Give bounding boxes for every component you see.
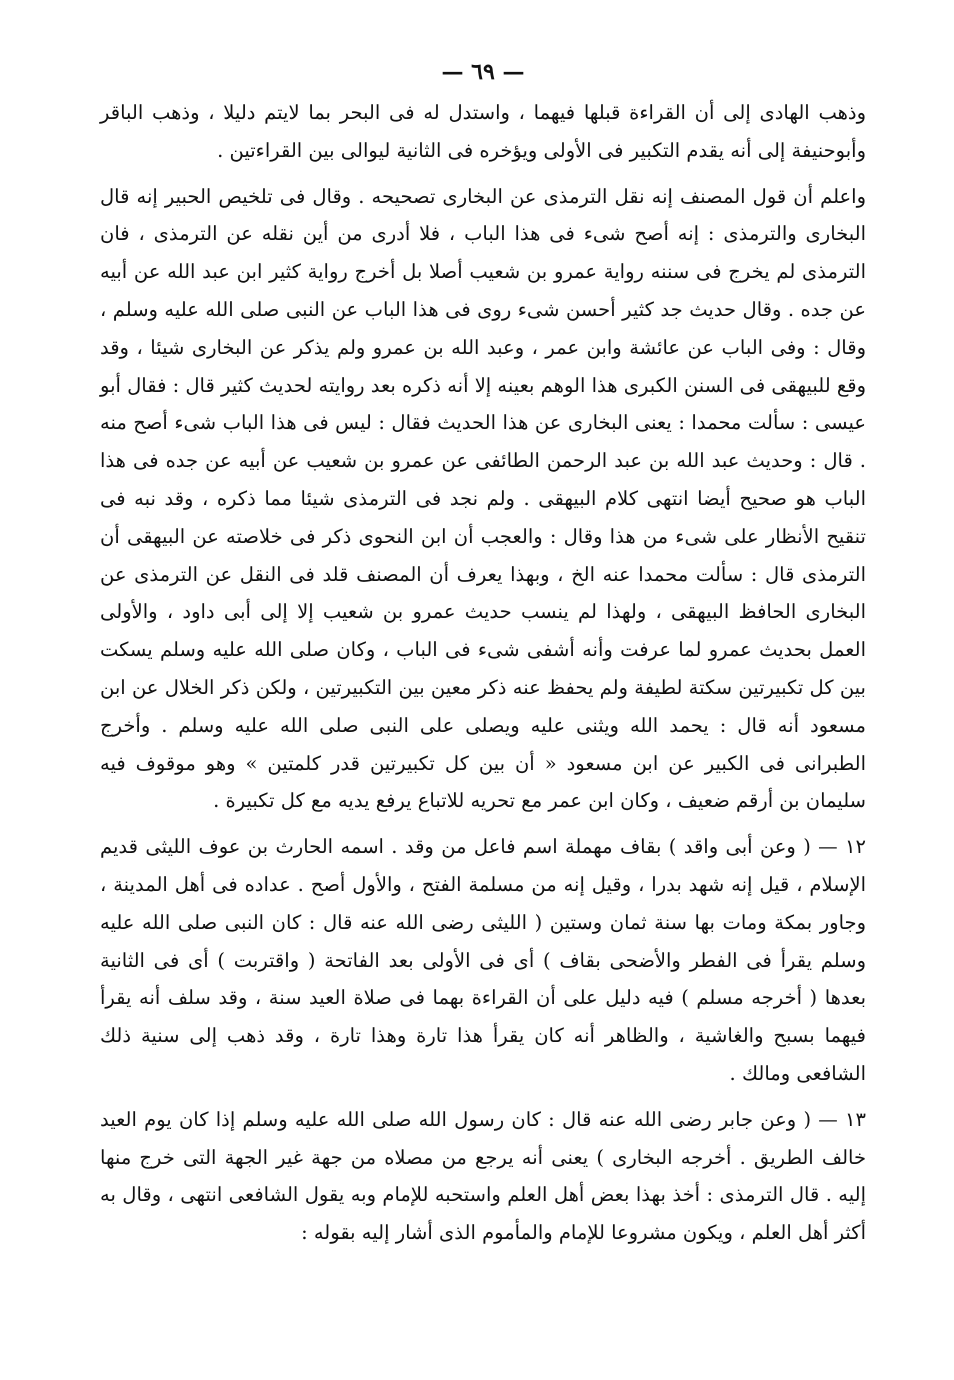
paragraph-hadith-12: ١٢ — ( وعن أبى واقد ) بقاف مهملة اسم فاعل من وقد . اسمه الحارث بن عوف الليثى قديم الإسلام ، قيل إنه شهد بدرا ، وقيل إنه من مسلمة الفتح ، والأول أصح . عداده فى أهل المدينة ، وجاور بمكة ومات بها سنة ثمان وستين ( الليثى رضى الله عنه قال : كان النبى صلى الله عليه وسلم يقرأ فى الفطر والأضحى بقاف ) أى فى الأولى بعد الفاتحة ( واقتربت ) أى فى الثانية بعدها ( أخرجه مسلم ) فيه دليل على أن القراءة بهما فى صلاة العيد سنة ، وقد سلف أنه يقرأ فيهما بسبح والغاشية ، والظاهر أنه كان يقرأ هذا تارة وهذا تارة ، وقد ذهب إلى سنية ذلك الشافعى ومالك .	[100, 835, 866, 1085]
paragraph-tirmidhi-discussion: واعلم أن قول المصنف إنه نقل الترمذى عن البخارى تصحيحه . وقال فى تلخيص الحبير إنه قال البخارى والترمذى : إنه أصح شىء فى هذا الباب ، فلا أدرى من أين نقله عن الترمذى ، فان الترمذى لم يخرج فى سننه رواية عمرو بن شعيب أصلا بل أخرج رواية كثير ابن عبد الله عن أبيه عن جده . وقال حديث جد كثير أحسن شىء روى فى هذا الباب عن النبى صلى الله عليه وسلم ، وقال : وفى الباب عن عائشة وابن عمر ، وعبد الله بن عمرو ولم يذكر عن البخارى شيئا ، وقد وقع للبيهقى فى السنن الكبرى هذا الوهم بعينه إلا أنه ذكره بعد روايته لحديث كثير قال : فقال أبو عيسى : سألت محمدا : يعنى البخارى عن هذا الحديث فقال : ليس فى هذا الباب شىء أصح منه . قال : وحديث عبد الله بن عبد الرحمن الطائفى عن عمرو بن شعيب عن أبيه عن جده فى هذا الباب هو صحيح أيضا انتهى كلام البيهقى . ولم نجد فى الترمذى شيئا مما ذكره ، وقد نبه فى تنقيح الأنظار على شىء من هذا وقال : والعجب أن ابن النحوى ذكر فى خلاصته عن البيهقى أن الترمذى قال : سألت محمدا عنه الخ ، وبهذا يعرف أن المصنف قلد فى النقل عن الترمذى عن البخارى الحافظ البيهقى ، ولهذا لم ينسب حديث عمرو بن شعيب إلا إلى أبى داود ، والأولى العمل بحديث عمرو لما عرفت وأنه أشفى شىء فى الباب ، وكان صلى الله عليه وسلم يسكت بين كل تكبيرتين سكتة لطيفة ولم يحفظ عنه ذكر معين بين التكبيرتين ، ولكن ذكر الخلال عن ابن مسعود أنه قال : يحمد الله ويثنى عليه ويصلى على النبى صلى الله عليه وسلم . وأخرج الطبرانى فى الكبير عن ابن مسعود « أن بين كل تكبيرتين قدر كلمتين » وهو موقوف فيه سليمان بن أرقم ضعيف ، وكان ابن عمر مع تحريه للاتباع يرفع يديه مع كل تكبيرة .	[100, 184, 866, 813]
paragraph-imams-opinions: وذهب الهادى إلى أن القراءة قبلها فيهما ، واستدل له فى البحر بما لايتم دليلا ، وذهب الباقر وأبوحنيفة إلى أنه يقدم التكبير فى الأولى ويؤخره فى الثانية ليوالى بين القراءتين .	[100, 101, 866, 162]
body-text	[100, 94, 866, 1252]
paragraph-hadith-13: ١٣ — ( وعن جابر رضى الله عنه قال : كان رسول الله صلى الله عليه وسلم إذا كان يوم العيد خالف الطريق . أخرجه البخارى ) يعنى أنه يرجع من مصلاه من جهة غير الجهة التى خرج منها إليه . قال الترمذى : أخذ بهذا بعض أهل العلم واستحبه للإمام وبه يقول الشافعى انتهى ، وقال به أكثر أهل العلم ، ويكون مشروعا للإمام والمأموم الذى أشار إليه بقوله :	[100, 1107, 866, 1245]
page-number: — ٦٩ —	[441, 59, 525, 85]
